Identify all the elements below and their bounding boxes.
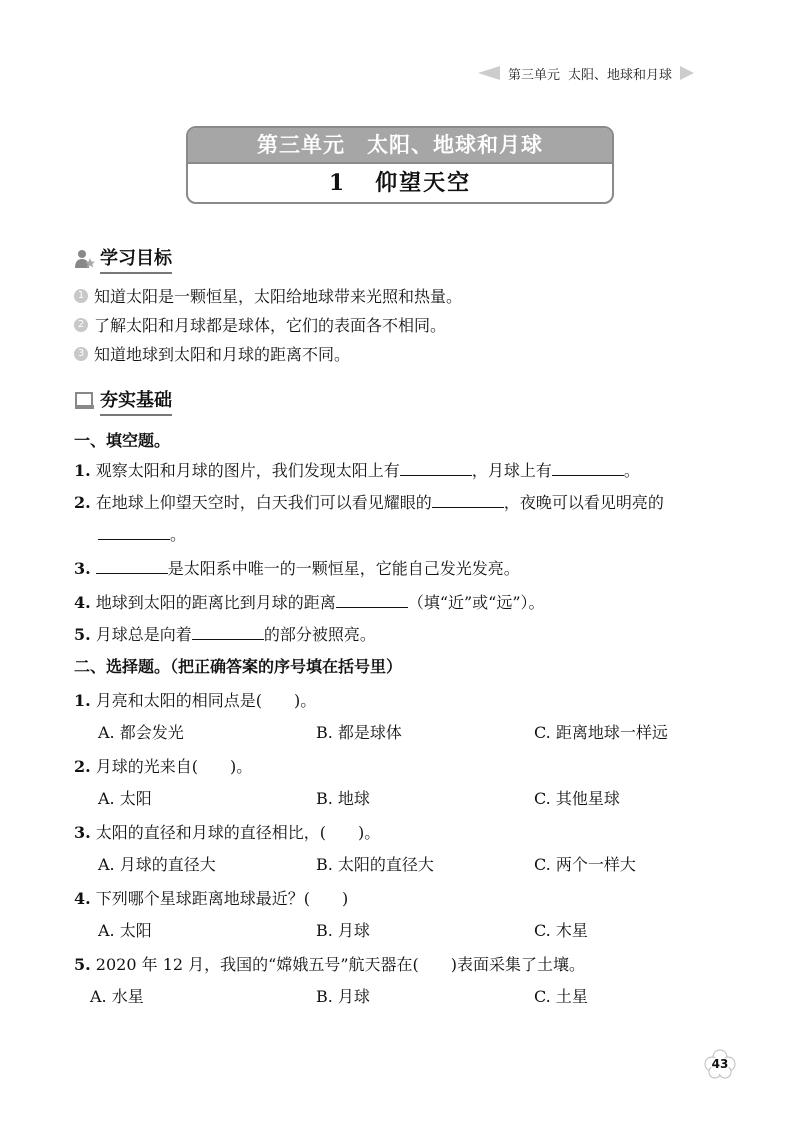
q-text[interactable]: 2020 年 12 月，我国的“嫦娥五号”航天器在( )表面采集了土壤。	[95, 955, 585, 974]
choice-q5	[74, 952, 585, 975]
option-c[interactable]: C. 两个一样大	[534, 855, 636, 874]
choice-q4	[74, 886, 348, 909]
q-number: 3.	[74, 559, 91, 578]
q-text[interactable]: 月球的光来自( )。	[95, 757, 253, 776]
choice-heading: 二、选择题。（把正确答案的序号填在括号里）	[74, 657, 403, 676]
left-triangle-icon	[478, 66, 500, 80]
q-text: 地球到太阳的距离比到月球的距离	[95, 593, 336, 612]
option-a[interactable]: A. 太阳	[98, 789, 152, 808]
option-b[interactable]: B. 月球	[316, 987, 370, 1006]
page-number-text: 43	[711, 1057, 729, 1071]
answer-blank[interactable]	[96, 559, 168, 574]
q-number: 1.	[74, 461, 91, 480]
q-number: 5.	[74, 625, 91, 644]
goal-item	[74, 313, 446, 336]
goal-text-3: 知道地球到太阳和月球的距离不同。	[94, 345, 351, 364]
answer-blank[interactable]	[552, 461, 624, 476]
lesson-name: 仰望天空	[375, 170, 472, 196]
option-c[interactable]: C. 距离地球一样远	[534, 723, 668, 742]
unit-title: 第三单元 太阳、地球和月球	[188, 128, 612, 164]
q-number: 3.	[74, 823, 91, 842]
goals-heading	[74, 244, 172, 274]
choice-q1	[74, 688, 316, 711]
goal-item	[74, 342, 350, 365]
fill-q5	[74, 622, 376, 645]
q-text: ，夜晚可以看见明亮的	[503, 493, 664, 512]
q-text: 观察太阳和月球的图片，我们发现太阳上有	[95, 461, 400, 480]
choice-q2	[74, 754, 252, 777]
fill-heading: 一、填空题。	[74, 431, 171, 450]
option-a[interactable]: A. 水星	[90, 987, 144, 1006]
q-text: 在地球上仰望天空时，白天我们可以看见耀眼的	[95, 493, 432, 512]
q-text: 。	[170, 525, 187, 544]
lesson-title	[188, 164, 612, 202]
lesson-number: 1	[328, 170, 347, 196]
option-a[interactable]: A. 都会发光	[98, 723, 184, 742]
fill-q2-cont	[98, 522, 186, 545]
header-topic: 太阳、地球和月球	[568, 67, 673, 83]
option-b[interactable]: B. 都是球体	[316, 723, 402, 742]
fill-q2	[74, 490, 664, 513]
q-number: 1.	[74, 691, 91, 710]
option-a[interactable]: A. 太阳	[98, 921, 152, 940]
option-a[interactable]: A. 月球的直径大	[98, 855, 216, 874]
q-text[interactable]: 月亮和太阳的相同点是( )。	[95, 691, 317, 710]
running-header	[478, 63, 728, 83]
q-text: 是太阳系中唯一的一颗恒星，它能自己发光发亮。	[167, 559, 520, 578]
goals-heading-text: 学习目标	[100, 244, 172, 274]
goal-text-2: 了解太阳和月球都是球体，它们的表面各不相同。	[94, 316, 447, 335]
notebook-icon	[74, 391, 96, 411]
q-text: 。	[623, 461, 640, 480]
answer-blank[interactable]	[336, 593, 408, 608]
fill-q3	[74, 556, 520, 579]
goal-number-3: 3	[74, 347, 88, 361]
answer-blank[interactable]	[98, 525, 170, 540]
answer-blank[interactable]	[192, 625, 264, 640]
right-triangle-icon	[680, 66, 694, 80]
q-number: 2.	[74, 757, 91, 776]
goal-number-2: 2	[74, 318, 88, 332]
fill-q1	[74, 458, 640, 481]
option-c[interactable]: C. 其他星球	[534, 789, 620, 808]
goal-text-1: 知道太阳是一颗恒星，太阳给地球带来光照和热量。	[94, 287, 463, 306]
q-text: ，月球上有	[471, 461, 552, 480]
choice-q3	[74, 820, 380, 843]
option-b[interactable]: B. 太阳的直径大	[316, 855, 434, 874]
goal-item	[74, 284, 462, 307]
q-number: 2.	[74, 493, 91, 512]
q-text: 月球总是向着	[95, 625, 192, 644]
option-c[interactable]: C. 木星	[534, 921, 588, 940]
q-text: （填“近”或“远”）。	[407, 593, 545, 612]
basics-heading	[74, 386, 172, 416]
q-number: 4.	[74, 593, 91, 612]
fill-q4	[74, 590, 545, 613]
option-b[interactable]: B. 地球	[316, 789, 370, 808]
q-number: 4.	[74, 889, 91, 908]
header-unit: 第三单元	[508, 67, 561, 83]
q-text[interactable]: 太阳的直径和月球的直径相比，( )。	[95, 823, 381, 842]
basics-heading-text: 夯实基础	[100, 386, 172, 416]
page-number	[703, 1049, 737, 1079]
q-text: 的部分被照亮。	[263, 625, 376, 644]
answer-blank[interactable]	[400, 461, 472, 476]
learners-icon	[74, 249, 96, 269]
goal-number-1: 1	[74, 289, 88, 303]
answer-blank[interactable]	[432, 493, 504, 508]
title-box	[186, 126, 614, 204]
q-number: 5.	[74, 955, 91, 974]
option-c[interactable]: C. 土星	[534, 987, 588, 1006]
q-text[interactable]: 下列哪个星球距离地球最近？( )	[95, 889, 349, 908]
option-b[interactable]: B. 月球	[316, 921, 370, 940]
